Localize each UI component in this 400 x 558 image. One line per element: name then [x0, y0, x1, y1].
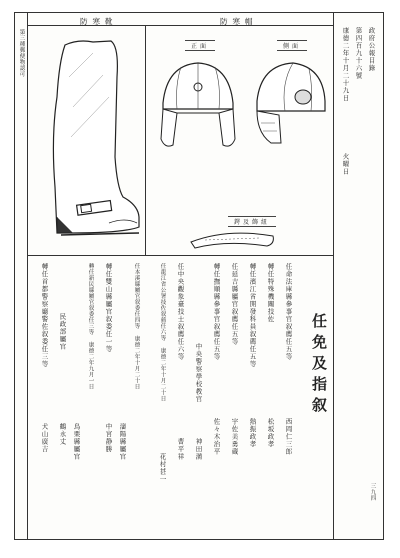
person-name: 西岡仁三郎	[284, 418, 293, 456]
gazette-title: 政府公報目錄	[367, 27, 376, 72]
appointment: 任本溪縣屬官叙委任四等 康德二年十月二十日	[133, 263, 140, 390]
boot-title: 防寒靴	[80, 17, 118, 26]
figure-divider	[145, 25, 146, 255]
page-number: 三九四	[369, 483, 376, 501]
appointment: 任中央觀象臺技士叙薦任六等	[176, 263, 185, 361]
person-name: 曹平祥	[176, 438, 185, 461]
person-name: 神田満	[194, 438, 203, 461]
text-divider	[28, 255, 333, 256]
appointment: 中央警察學校教官	[194, 343, 203, 403]
person-name: 宇佐美勇蔵	[230, 418, 239, 456]
margin-note: 第三種郵便物認可	[18, 29, 25, 77]
hat-front-illustration	[153, 53, 243, 153]
hat-side-illustration	[251, 53, 331, 153]
appointment: 轉任新民縣屬官叙委任三等 康德二年九月一日	[87, 263, 94, 390]
appointment: 民政部屬官	[58, 313, 67, 351]
gazette-column-rule	[333, 13, 334, 539]
gazette-weekday: 火曜日	[341, 153, 350, 176]
appointment: 任延吉縣屬官叙薦任五等	[230, 263, 239, 346]
gazette-page	[14, 12, 384, 540]
appointment: 轉任雙山縣屬官叙委任一等	[104, 263, 113, 353]
person-name: 松坂政孝	[266, 418, 275, 448]
gazette-date: 康德二年十月二十九日	[341, 27, 350, 102]
person-name: 中宮静勝	[104, 423, 113, 453]
appointment: 轉任濱江省開發科員叙薦任五等	[248, 263, 257, 368]
hat-title: 防寒帽	[220, 17, 258, 26]
side-label: 側面	[277, 40, 307, 51]
section-title: 任免及指叙	[310, 313, 328, 418]
appointment: 轉任特殊機關技佐	[266, 263, 275, 323]
person-name: 鳥栗縣屬官	[72, 423, 81, 461]
margin-rule	[27, 13, 28, 539]
appointment: 轉任撫順縣參事官叙薦任五等	[212, 263, 221, 361]
person-name: 佐々木治平	[212, 418, 221, 456]
front-label: 正面	[185, 40, 215, 51]
appointment: 轉任首都警察廳警佐叙委任三等	[40, 263, 49, 368]
header-rule	[28, 25, 333, 26]
person-name: 犬山廣吉	[40, 423, 49, 453]
flap-illustration	[187, 226, 277, 250]
flap-label: 鍔及飾紐	[228, 216, 276, 227]
person-name: 花村甚一	[158, 453, 167, 483]
boot-illustration	[33, 37, 143, 247]
person-name: 瀋陽縣屬官	[118, 423, 127, 461]
appointment: 任命法庫縣參事官叙薦任五等	[284, 263, 293, 361]
person-name: 熱振政孝	[248, 418, 257, 448]
gazette-issue: 第四百九十六號	[354, 27, 363, 80]
appointment: 任龍江省公署技佐叙薦任六等 康德二年十月二十日	[159, 263, 166, 402]
person-name: 鶴永丈	[58, 423, 67, 446]
